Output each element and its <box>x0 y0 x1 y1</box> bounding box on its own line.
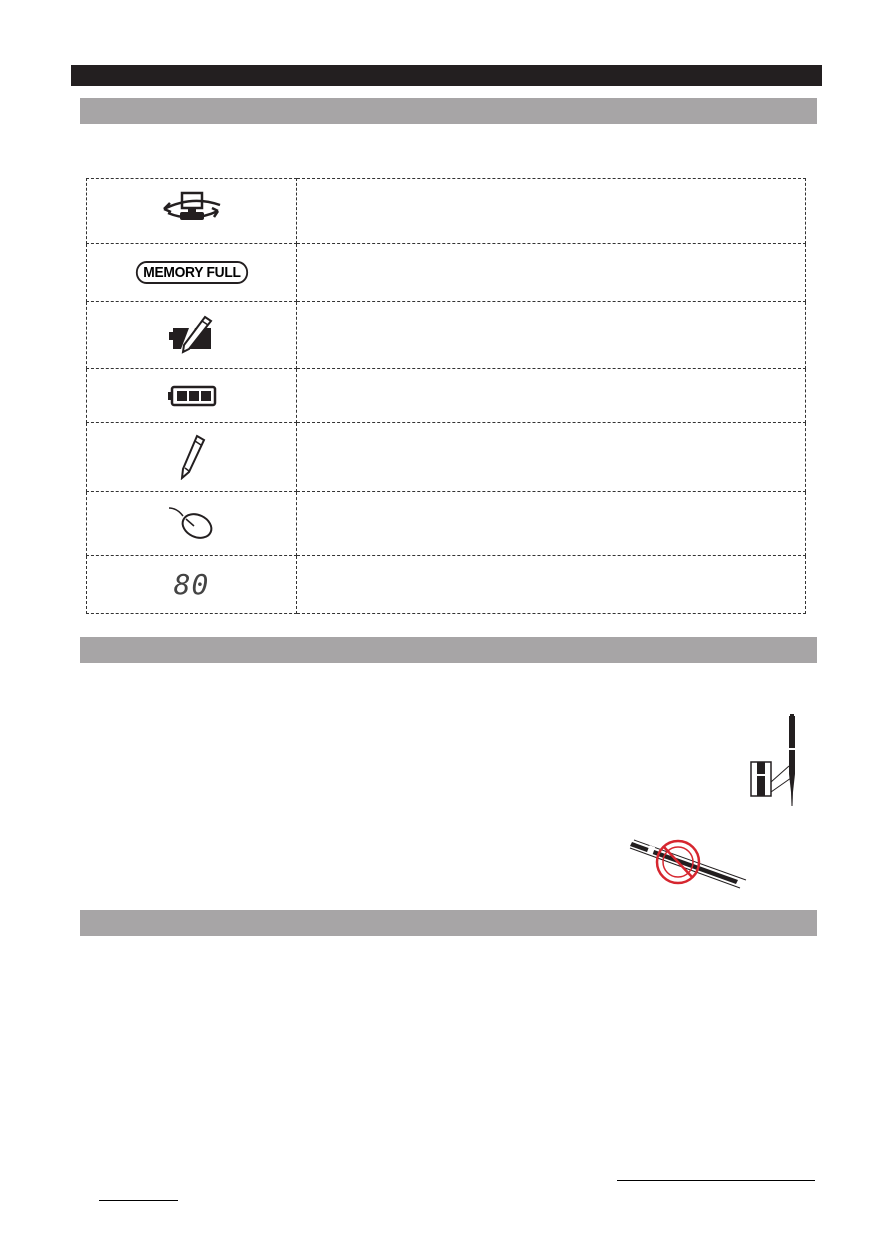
pen-battery-icon <box>167 315 217 355</box>
memory-full-badge: MEMORY FULL <box>135 261 247 284</box>
pen-vertical-illustration <box>745 712 807 810</box>
pc-sync-icon <box>160 191 224 231</box>
table-row <box>87 244 806 302</box>
section-bar-2 <box>80 637 817 663</box>
footer-rule-left <box>99 1200 178 1201</box>
section-bar-1 <box>80 98 817 124</box>
icon-table <box>86 178 806 614</box>
table-row <box>87 302 806 369</box>
section-bar-3 <box>80 910 817 936</box>
page-number-display: 80 <box>173 568 210 601</box>
table-row <box>87 369 806 423</box>
table-row <box>87 492 806 556</box>
mouse-icon <box>167 506 217 542</box>
pen-no-press-illustration <box>628 830 753 892</box>
footer-rule-right <box>617 1180 815 1181</box>
table-row <box>87 423 806 492</box>
top-header-bar <box>71 65 822 86</box>
table-row <box>87 556 806 614</box>
battery-full-icon <box>167 385 217 407</box>
pen-icon <box>177 434 207 480</box>
table-row <box>87 179 806 244</box>
